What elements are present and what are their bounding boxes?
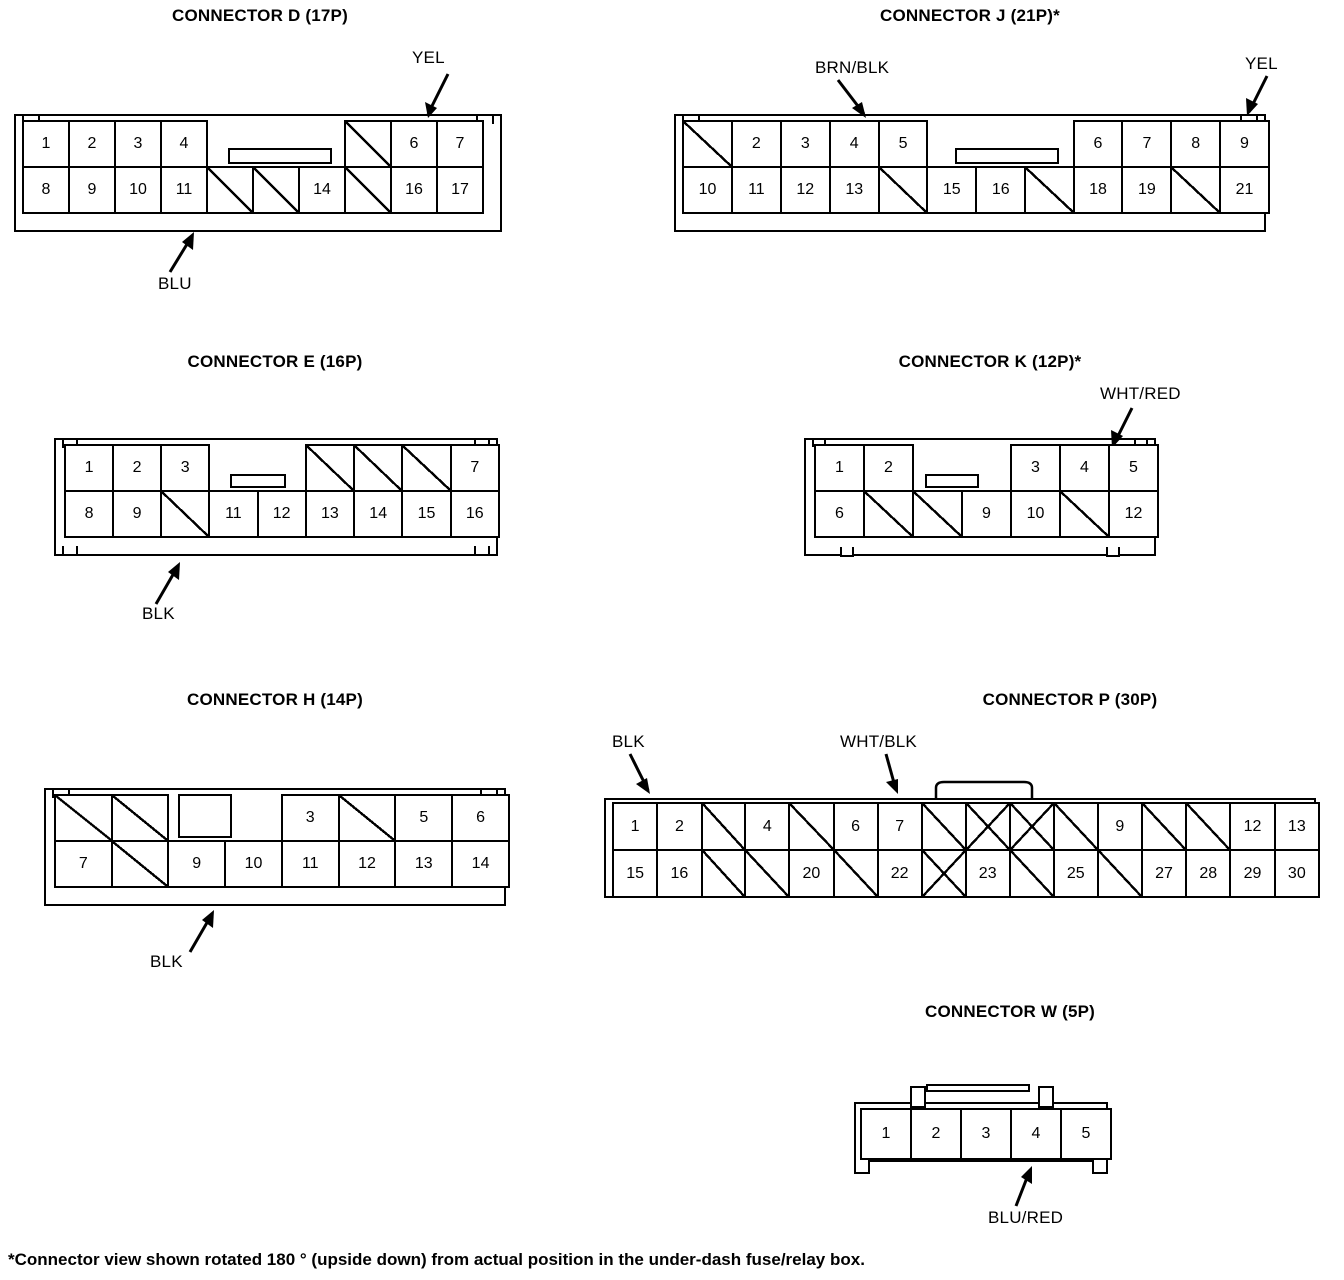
pin-cell: 16 <box>451 491 499 537</box>
pin-cell-blank <box>306 445 354 491</box>
pin-cell: 21 <box>1220 167 1269 213</box>
pin-cell: 6 <box>452 795 509 841</box>
connector-e-notch-bottom-right <box>474 546 490 556</box>
pin-cell-empty <box>253 121 299 167</box>
connector-w-arrow-blured <box>1006 1164 1066 1214</box>
pin-cell: 9 <box>168 841 225 887</box>
pin-cell: 1 <box>65 445 113 491</box>
connector-h-block <box>40 690 530 971</box>
connector-k-top-row <box>815 445 1158 491</box>
pin-cell-blank <box>1098 850 1142 897</box>
pin-cell: 30 <box>1275 850 1319 897</box>
connector-e-pin-grid <box>64 444 500 538</box>
pin-cell: 15 <box>613 850 657 897</box>
pin-cell: 11 <box>732 167 781 213</box>
pin-cell-empty <box>225 795 282 841</box>
connector-e-block <box>50 352 520 623</box>
pin-cell-blank <box>864 491 913 537</box>
pin-cell-empty <box>962 445 1011 491</box>
pin-cell: 2 <box>657 803 701 850</box>
pin-cell: 18 <box>1074 167 1123 213</box>
pin-cell-blank <box>789 803 833 850</box>
connector-h-bottom-row <box>55 841 509 887</box>
pin-cell: 3 <box>781 121 830 167</box>
connector-d-top-row <box>23 121 483 167</box>
pin-cell: 13 <box>306 491 354 537</box>
connector-j-body <box>670 106 1270 241</box>
pin-cell: 12 <box>339 841 396 887</box>
pin-cell: 14 <box>452 841 509 887</box>
pin-cell: 4 <box>1011 1109 1061 1159</box>
connector-d-body <box>10 106 510 241</box>
pin-cell: 10 <box>225 841 282 887</box>
pin-cell: 2 <box>113 445 161 491</box>
pin-cell: 12 <box>781 167 830 213</box>
pin-cell: 3 <box>1011 445 1060 491</box>
pin-cell: 7 <box>1122 121 1171 167</box>
pin-cell: 1 <box>23 121 69 167</box>
pin-cell-blank <box>922 803 966 850</box>
pin-cell-blank <box>1186 803 1230 850</box>
pin-cell: 14 <box>354 491 402 537</box>
pin-cell: 8 <box>65 491 113 537</box>
pin-cell: 5 <box>879 121 928 167</box>
pin-cell: 28 <box>1186 850 1230 897</box>
pin-cell: 5 <box>1061 1109 1111 1159</box>
connector-w-pin-grid <box>860 1108 1112 1160</box>
pin-cell-blank <box>1171 167 1220 213</box>
connector-e-body <box>50 430 500 565</box>
pin-cell: 2 <box>69 121 115 167</box>
pin-cell-empty <box>927 121 976 167</box>
connector-h-pin-grid <box>54 794 510 888</box>
pin-cell-blank <box>683 121 732 167</box>
pin-cell: 10 <box>683 167 732 213</box>
pin-cell-blank <box>1060 491 1109 537</box>
connector-p-pin-grid <box>612 802 1320 898</box>
connector-k-block <box>800 352 1200 522</box>
pin-cell: 15 <box>927 167 976 213</box>
pin-cell-blank <box>354 445 402 491</box>
pin-cell: 9 <box>1098 803 1142 850</box>
pin-cell: 4 <box>161 121 207 167</box>
pin-cell: 5 <box>1109 445 1158 491</box>
pin-cell: 17 <box>437 167 483 213</box>
pin-cell-blank <box>345 121 391 167</box>
pin-cell-blank <box>112 795 169 841</box>
pin-cell: 2 <box>864 445 913 491</box>
connector-k-body <box>800 430 1160 565</box>
pin-cell: 10 <box>1011 491 1060 537</box>
pin-cell: 9 <box>962 491 1011 537</box>
pin-cell: 11 <box>209 491 257 537</box>
pin-cell-empty <box>207 121 253 167</box>
connector-p-block <box>600 690 1340 882</box>
pin-cell: 16 <box>976 167 1025 213</box>
pin-cell: 5 <box>395 795 452 841</box>
pin-cell-crossed <box>966 803 1010 850</box>
connector-j-bottom-row <box>683 167 1269 213</box>
pin-cell: 13 <box>395 841 452 887</box>
connector-p-label-blk: BLK <box>612 732 645 751</box>
pin-cell-blank <box>253 167 299 213</box>
pin-cell: 3 <box>282 795 339 841</box>
connector-k-title: CONNECTOR K (12P)* <box>898 352 1082 371</box>
connector-k-bottom-row <box>815 491 1158 537</box>
pin-cell-blank <box>1025 167 1073 213</box>
connector-w-label-blured: BLU/RED <box>988 1208 1064 1227</box>
connector-p-label-whtblk: WHT/BLK <box>840 732 917 751</box>
pin-cell-crossed <box>1010 803 1054 850</box>
pin-cell: 22 <box>878 850 922 897</box>
pin-cell-blank <box>161 491 209 537</box>
connector-h-body <box>40 780 510 915</box>
connector-h-label-blk: BLK <box>150 952 183 971</box>
pin-cell: 14 <box>299 167 345 213</box>
connector-k-notch-bottom-left <box>840 547 854 557</box>
connector-k-label-whtred: WHT/RED <box>1100 384 1181 403</box>
pin-cell: 3 <box>161 445 209 491</box>
connector-d-label-blu: BLU <box>158 274 192 293</box>
connector-d-bottom-row <box>23 167 483 213</box>
connector-e-arrow-blk <box>146 560 206 610</box>
footnote-text: *Connector view shown rotated 180 ° (upside down) from actual position in the under-dash fuse/relay box. <box>8 1250 865 1269</box>
connector-p-title: CONNECTOR P (30P) <box>982 690 1158 709</box>
pin-cell: 25 <box>1054 850 1098 897</box>
pin-cell: 7 <box>451 445 499 491</box>
pin-cell: 20 <box>789 850 833 897</box>
pin-cell: 7 <box>878 803 922 850</box>
connector-j-label-yel: YEL <box>1245 54 1278 73</box>
pin-cell: 9 <box>1220 121 1269 167</box>
pin-cell-blank <box>345 167 391 213</box>
pin-cell: 12 <box>258 491 306 537</box>
connector-j-label-brnblk: BRN/BLK <box>815 58 890 77</box>
connector-d-arrow-blu <box>160 230 220 280</box>
pin-cell: 3 <box>961 1109 1011 1159</box>
pin-cell: 11 <box>161 167 207 213</box>
pin-cell: 7 <box>437 121 483 167</box>
pin-cell: 9 <box>113 491 161 537</box>
pin-cell-empty <box>299 121 345 167</box>
pin-cell-blank <box>55 795 112 841</box>
pin-cell-blank <box>112 841 169 887</box>
connector-j-title: CONNECTOR J (21P)* <box>880 6 1060 25</box>
pin-cell: 2 <box>911 1109 961 1159</box>
connector-p-handle <box>930 780 1040 802</box>
connector-e-bottom-row <box>65 491 499 537</box>
pin-cell: 11 <box>282 841 339 887</box>
pin-cell: 4 <box>830 121 879 167</box>
pin-cell-empty <box>913 445 962 491</box>
pin-cell-empty <box>976 121 1025 167</box>
connector-e-notch-bottom-left <box>62 546 78 556</box>
connector-e-top-row <box>65 445 499 491</box>
connector-w-tab-right <box>1038 1086 1054 1108</box>
connector-d-pin-grid <box>22 120 484 214</box>
pin-cell: 12 <box>1109 491 1158 537</box>
connector-w-block <box>810 1002 1230 1227</box>
pin-cell-blank <box>834 850 878 897</box>
pin-cell-blank <box>702 803 746 850</box>
connector-w-tab-left <box>910 1086 926 1108</box>
connector-e-label-blk: BLK <box>142 604 175 623</box>
pin-cell: 7 <box>55 841 112 887</box>
pin-cell-blank <box>702 850 746 897</box>
pin-cell: 3 <box>115 121 161 167</box>
connector-j-top-row <box>683 121 1269 167</box>
connector-k-notch-bottom-right <box>1106 547 1120 557</box>
pin-cell: 1 <box>815 445 864 491</box>
connector-j-pin-grid <box>682 120 1270 214</box>
pin-cell: 8 <box>23 167 69 213</box>
pin-cell-blank <box>402 445 450 491</box>
connector-h-arrow-blk <box>180 908 240 958</box>
connector-p-body <box>600 790 1320 910</box>
pin-cell-blank <box>745 850 789 897</box>
pin-cell: 19 <box>1122 167 1171 213</box>
connector-w-title: CONNECTOR W (5P) <box>924 1002 1096 1021</box>
connector-p-bottom-row <box>613 850 1319 897</box>
pin-cell-blank <box>339 795 396 841</box>
connector-w-row <box>861 1109 1111 1159</box>
pin-cell-blank <box>1142 803 1186 850</box>
pin-cell: 13 <box>1275 803 1319 850</box>
pin-cell: 9 <box>69 167 115 213</box>
pin-cell: 6 <box>815 491 864 537</box>
connector-h-title: CONNECTOR H (14P) <box>187 690 363 709</box>
pin-cell: 12 <box>1230 803 1274 850</box>
pin-cell-blank <box>879 167 928 213</box>
connector-e-title: CONNECTOR E (16P) <box>187 352 363 371</box>
pin-cell: 8 <box>1171 121 1220 167</box>
pin-cell-crossed <box>922 850 966 897</box>
connector-d-block <box>10 6 530 293</box>
connector-k-pin-grid <box>814 444 1159 538</box>
pin-cell-empty <box>1025 121 1073 167</box>
pin-cell-blank <box>207 167 253 213</box>
pin-cell-empty <box>258 445 306 491</box>
pin-cell-blank <box>1010 850 1054 897</box>
connector-p-top-row <box>613 803 1319 850</box>
pin-cell-empty <box>209 445 257 491</box>
pin-cell: 15 <box>402 491 450 537</box>
connector-j-block <box>670 6 1290 198</box>
pin-cell: 6 <box>834 803 878 850</box>
pin-cell-empty <box>168 795 225 841</box>
connector-d-label-yel: YEL <box>412 48 445 67</box>
pin-cell: 10 <box>115 167 161 213</box>
pin-cell: 2 <box>732 121 781 167</box>
connector-w-tab-center <box>926 1084 1030 1092</box>
pin-cell: 1 <box>861 1109 911 1159</box>
pin-cell: 6 <box>1074 121 1123 167</box>
pin-cell: 16 <box>391 167 437 213</box>
pin-cell: 4 <box>745 803 789 850</box>
pin-cell: 4 <box>1060 445 1109 491</box>
pin-cell: 13 <box>830 167 879 213</box>
pin-cell-blank <box>913 491 962 537</box>
pin-cell: 1 <box>613 803 657 850</box>
pin-cell: 6 <box>391 121 437 167</box>
pin-cell: 29 <box>1230 850 1274 897</box>
pin-cell: 23 <box>966 850 1010 897</box>
pin-cell: 27 <box>1142 850 1186 897</box>
pin-cell: 16 <box>657 850 701 897</box>
connector-d-title: CONNECTOR D (17P) <box>172 6 348 25</box>
connector-h-top-row <box>55 795 509 841</box>
pin-cell-blank <box>1054 803 1098 850</box>
